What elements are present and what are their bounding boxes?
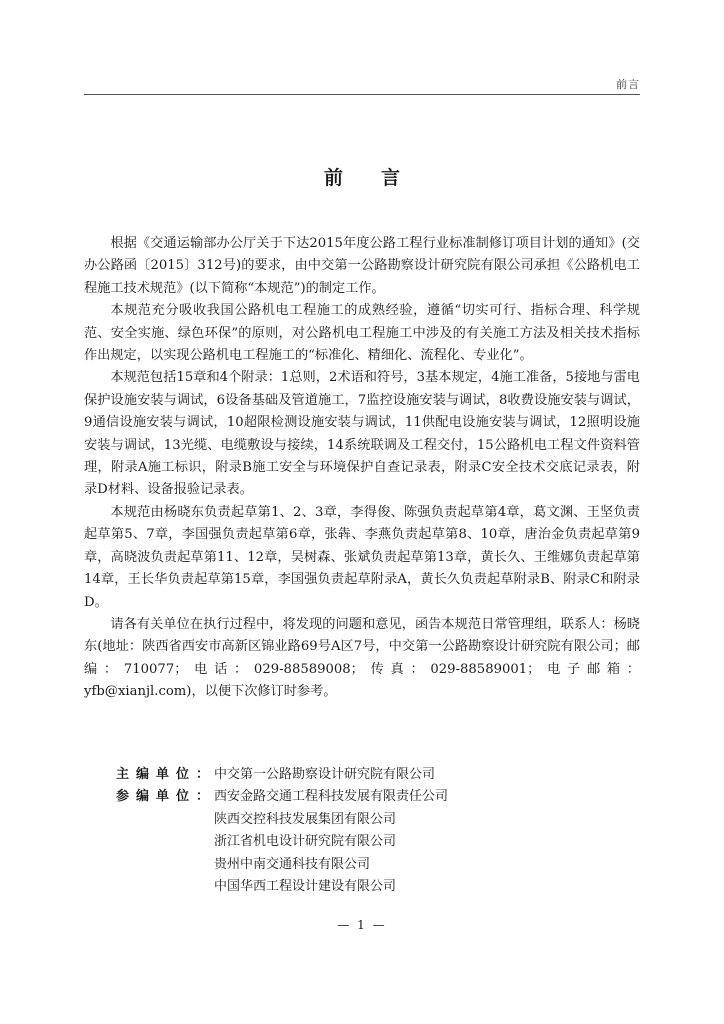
participating-unit-row bbox=[116, 831, 448, 853]
paragraph-drafters: 本规范由杨晓东负责起草第1、2、3章，李得俊、陈强负责起草第4章，葛文渊、王坚负责起草第5、7章，李国强负责起草第6章，张犇、李燕负责起草第8、10章，唐治金负责起草第9章，高晓波负责起草第11、12章，吴树森、张斌负责起草第13章，黄长久、王维娜负责起草第14章，王长华负责起草第15章，李国强负责起草附录A，黄长久负责起草附录B、附录C和附录D。 bbox=[84, 504, 640, 610]
header-rule bbox=[84, 94, 640, 95]
body-text bbox=[84, 233, 640, 704]
participating-unit-name: 浙江省机电设计研究院有限公司 bbox=[214, 834, 397, 850]
chief-unit-name: 中交第一公路勘察设计研究院有限公司 bbox=[214, 767, 436, 782]
running-header: 前言 bbox=[616, 78, 640, 91]
drafting-units bbox=[116, 764, 448, 898]
participating-unit-row bbox=[116, 809, 448, 831]
paragraph-contents: 本规范包括15章和4个附录：1总则，2术语和符号，3基本规定，4施工准备，5接地与雷电保护设施安装与调试，6设备基础及管道施工，7监控设施安装与调试，8收费设施安装与调试，9通信设施安装与调试，10超限检测设施安装与调试，11供配电设施安装与调试，12照明设施安装与调试，13光缆、电缆敷设与接续，14系统联调及工程交付，15公路机电工程文件资料管理，附录A施工标识，附录B施工安全与环境保护自查记录表，附录C安全技术交底记录表，附录D材料、设备报验记录表。 bbox=[84, 370, 640, 498]
participating-unit-name: 西安金路交通工程科技发展有限责任公司 bbox=[214, 789, 449, 805]
participating-unit-label: 参编单位： bbox=[116, 789, 217, 805]
participating-unit-row bbox=[116, 854, 448, 876]
page-number: — 1 — bbox=[337, 918, 387, 932]
participating-unit-row bbox=[116, 786, 448, 808]
participating-unit-name: 中国华西工程设计建设有限公司 bbox=[214, 878, 397, 894]
chief-unit-label: 主编单位： bbox=[116, 767, 217, 782]
participating-unit-row bbox=[116, 876, 448, 898]
participating-unit-name: 陕西交控科技发展集团有限公司 bbox=[214, 811, 397, 827]
page-title: 前言 bbox=[323, 167, 438, 189]
paragraph-principles: 本规范充分吸收我国公路机电工程施工的成熟经验，遵循“切实可行、指标合理、科学规范、安全实施、绿色环保”的原则，对公路机电工程施工中涉及的有关施工方法及相关技术指标作出规定，以实现公路机电工程施工的“标准化、精细化、流程化、专业化”。 bbox=[84, 303, 640, 364]
chief-unit-row bbox=[116, 764, 448, 786]
paragraph-contact: 请各有关单位在执行过程中，将发现的问题和意见，函告本规范日常管理组，联系人：杨晓东(地址：陕西省西安市高新区锦业路69号A区7号，中交第一公路勘察设计研究院有限公司；邮编：710077；电话：029-88589008；传真：029-88589001；电子邮箱：yfb@xianjl.com)，以便下次修订时参考。 bbox=[84, 616, 640, 700]
participating-unit-name: 贵州中南交通科技有限公司 bbox=[214, 856, 371, 872]
paragraph-basis: 根据《交通运输部办公厅关于下达2015年度公路工程行业标准制修订项目计划的通知》(交办公路函〔2015〕312号)的要求，由中交第一公路勘察设计研究院有限公司承担《公路机电工程施工技术规范》(以下简称“本规范”)的制定工作。 bbox=[84, 236, 640, 296]
